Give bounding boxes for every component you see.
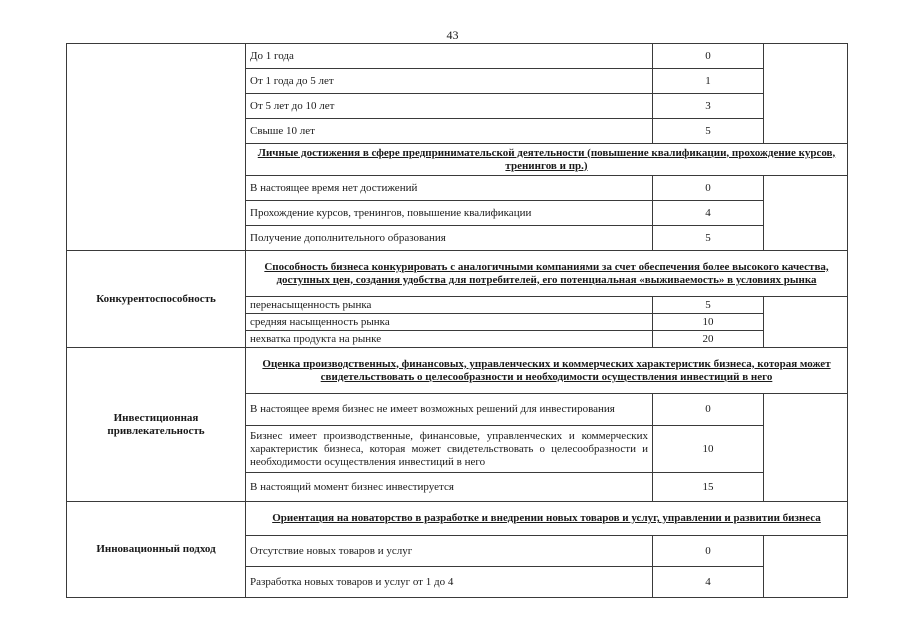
category-cell: Инвестиционная привлекательность xyxy=(67,348,246,502)
points-cell: 15 xyxy=(653,473,764,502)
option-cell: Отсутствие новых товаров и услуг xyxy=(246,536,653,567)
option-cell: Прохождение курсов, тренингов, повышение квалификации xyxy=(246,201,653,226)
option-cell: Свыше 10 лет xyxy=(246,119,653,144)
criterion-header: Личные достижения в сфере предпринимательской деятельности (повышение квалификации, прохождение курсов, тренингов и пр.) xyxy=(246,144,848,176)
page-number: 43 xyxy=(446,28,459,42)
option-cell: Получение дополнительного образования xyxy=(246,226,653,251)
points-cell: 0 xyxy=(653,44,764,69)
option-cell: От 1 года до 5 лет xyxy=(246,69,653,94)
option-cell: Разработка новых товаров и услуг от 1 до 4 xyxy=(246,567,653,598)
points-cell: 3 xyxy=(653,94,764,119)
category-cell: Инновационный подход xyxy=(67,502,246,598)
table-row xyxy=(67,44,848,69)
table-row xyxy=(67,348,848,394)
points-cell: 0 xyxy=(653,394,764,426)
criterion-header: Способность бизнеса конкурировать с аналогичными компаниями за счет обеспечения более высокого качества, доступных цен, создания удобства для потребителей, его потенциальная «выживаемость» в условиях рынка xyxy=(246,251,848,297)
points-cell: 0 xyxy=(653,176,764,201)
option-cell: В настоящий момент бизнес инвестируется xyxy=(246,473,653,502)
empty-cell xyxy=(764,394,848,502)
option-cell: средняя насыщенность рынка xyxy=(246,314,653,331)
empty-cell xyxy=(764,297,848,348)
points-cell: 20 xyxy=(653,331,764,348)
criterion-header: Ориентация на новаторство в разработке и внедрении новых товаров и услуг, управлении и развитии бизнеса xyxy=(246,502,848,536)
points-cell: 5 xyxy=(653,226,764,251)
option-cell: перенасыщенность рынка xyxy=(246,297,653,314)
points-cell: 0 xyxy=(653,536,764,567)
points-cell: 4 xyxy=(653,567,764,598)
points-cell: 10 xyxy=(653,426,764,473)
criterion-header: Оценка производственных, финансовых, управленческих и коммерческих характеристик бизнеса, которая может свидетельствовать о целесообразности и необходимости осуществления инвестиций в него xyxy=(246,348,848,394)
table-row xyxy=(67,502,848,536)
option-cell: До 1 года xyxy=(246,44,653,69)
empty-cell xyxy=(764,536,848,598)
criteria-table xyxy=(66,43,848,598)
points-cell: 4 xyxy=(653,201,764,226)
points-cell: 5 xyxy=(653,119,764,144)
category-cell-continued xyxy=(67,44,246,251)
empty-cell xyxy=(764,44,848,144)
option-cell: В настоящее время бизнес не имеет возможных решений для инвестирования xyxy=(246,394,653,426)
option-cell: нехватка продукта на рынке xyxy=(246,331,653,348)
category-cell: Конкурентоспособность xyxy=(67,251,246,348)
points-cell: 10 xyxy=(653,314,764,331)
empty-cell xyxy=(764,176,848,251)
option-cell: От 5 лет до 10 лет xyxy=(246,94,653,119)
table-row xyxy=(67,251,848,297)
option-cell: Бизнес имеет производственные, финансовые, управленческих и коммерческих характеристик бизнеса, которая может свидетельствовать о целесообразности и необходимости осуществления инвестиций в него xyxy=(246,426,653,473)
option-cell: В настоящее время нет достижений xyxy=(246,176,653,201)
points-cell: 1 xyxy=(653,69,764,94)
points-cell: 5 xyxy=(653,297,764,314)
